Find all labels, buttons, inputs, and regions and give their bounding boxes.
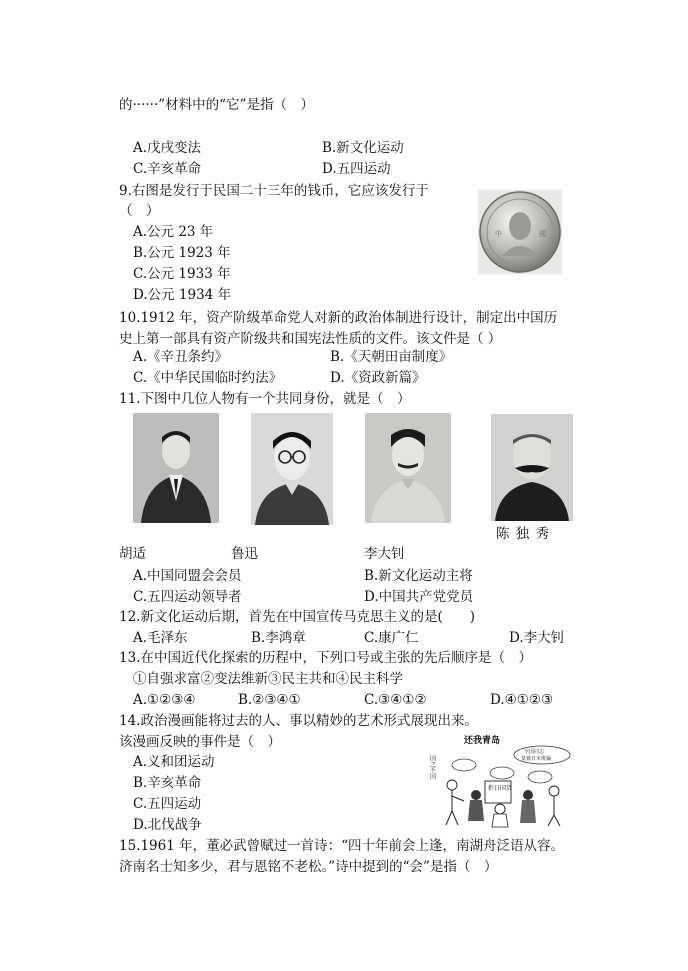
person-portrait-icon: [133, 413, 219, 523]
q8-option-c: C.辛亥革命: [133, 161, 202, 177]
q15-stem-line1: 15.1961 年，董必武曾赋过一首诗：“四十年前会上逢，南湖舟泛语从容。: [119, 838, 565, 854]
q9-option-d: D.公元 1934 年: [133, 287, 232, 303]
q14-option-c: C.五四运动: [133, 796, 202, 812]
q13-option-a: A.①②③④: [133, 692, 196, 708]
q9-option-c: C.公元 1933 年: [133, 266, 231, 282]
person-portrait-icon: [491, 414, 573, 521]
q14-option-d: D.北伐战争: [133, 817, 202, 833]
q11-option-b: B.新文化运动主将: [364, 568, 473, 584]
portrait-lu-xun: [365, 413, 451, 523]
q10-option-d: D.《资政新篇》: [330, 370, 426, 386]
q13-option-d: D.④①②③: [490, 692, 554, 708]
q9-stem: 9.右图是发行于民国二十三年的钱币，它应该发行于: [119, 183, 429, 199]
q12-stem: 12.新文化运动后期，首先在中国宣传马克思主义的是( ): [119, 609, 476, 625]
portrait-hu-shi: [251, 413, 333, 525]
q10-stem-line1: 10.1912 年，资产阶级革命党人对新的政治体制进行设计，制定出中国历: [119, 310, 558, 326]
q12-option-c: C.康广仁: [364, 630, 419, 646]
q9-option-b: B.公元 1923 年: [133, 245, 231, 261]
q13-option-c: C.③④①②: [364, 692, 427, 708]
svg-text:中: 中: [495, 230, 502, 238]
q13-option-b: B.②③④①: [238, 692, 301, 708]
svg-text:國: 國: [539, 230, 546, 238]
cartoon-illustration-icon: [430, 733, 580, 828]
name-li-dazhao: 李大钊: [364, 546, 405, 562]
q12-option-a: A.毛泽东: [133, 630, 188, 646]
q10-option-b: B.《天朝田亩制度》: [330, 349, 453, 365]
q10-option-a: A.《辛丑条约》: [133, 349, 229, 365]
q14-stem-line2: 该漫画反映的事件是（ ）: [119, 734, 281, 750]
q11-option-d: D.中国共产党党员: [364, 589, 474, 605]
cartoon-title: 还我青岛: [464, 736, 501, 746]
q13-items: ①自强求富②变法维新③民主共和④民主科学: [133, 671, 403, 687]
cartoon-sign: 拒日国货: [488, 785, 513, 792]
q8-stem-tail: 的······”材料中的“它”是指（ ）: [119, 97, 314, 113]
q15-stem-line2: 济南名士知多少，君与恩铭不老松。”诗中提到的“会”是指（ ）: [119, 859, 498, 875]
cartoon-side-text: 国之不国: [428, 755, 436, 779]
q13-stem: 13.在中国近代化探索的历程中，下列口号或主张的先后顺序是（ ）: [119, 650, 532, 666]
q9-stem-bracket: （ ）: [119, 203, 160, 219]
cartoon-note-2: 莫被日本欺骗: [521, 756, 552, 762]
q8-option-b: B.新文化运动: [322, 140, 404, 156]
political-cartoon: [430, 733, 580, 828]
portrait-li-dazhao: [491, 414, 573, 521]
q8-option-d: D.五四运动: [322, 161, 391, 177]
person-portrait-icon: [251, 413, 333, 525]
caption-chen-duxiu: 陈 独 秀: [496, 526, 551, 542]
q10-stem-line2: 史上第一部具有资产阶级共和国宪法性质的文件。该文件是（ ）: [119, 331, 502, 347]
q12-option-d: D.李大钊: [509, 630, 565, 646]
q14-stem-line1: 14.政治漫画能将过去的人、事以精妙的艺术形式展现出来。: [119, 713, 478, 729]
q10-option-c: C.《中华民国临时约法》: [133, 370, 283, 386]
q14-option-b: B.辛亥革命: [133, 775, 202, 791]
q12-option-b: B.李鸿章: [251, 630, 306, 646]
q11-option-c: C.五四运动领导者: [133, 589, 242, 605]
name-lu-xun: 鲁迅: [231, 546, 258, 562]
name-hu-shi: 胡适: [119, 546, 146, 562]
portrait-chen-duxiu: [133, 413, 219, 523]
coin-image: [478, 190, 562, 274]
q8-option-a: A.戊戌变法: [133, 140, 202, 156]
cartoon-note-1: 全国同志: [524, 749, 545, 755]
person-portrait-icon: [365, 413, 451, 523]
q9-option-a: A.公元 23 年: [133, 224, 214, 240]
q11-stem: 11.下图中几位人物有一个共同身份，就是（ ）: [119, 391, 411, 407]
q14-option-a: A.义和团运动: [133, 754, 215, 770]
q11-option-a: A.中国同盟会会员: [133, 568, 242, 584]
coin-icon: [478, 190, 562, 274]
